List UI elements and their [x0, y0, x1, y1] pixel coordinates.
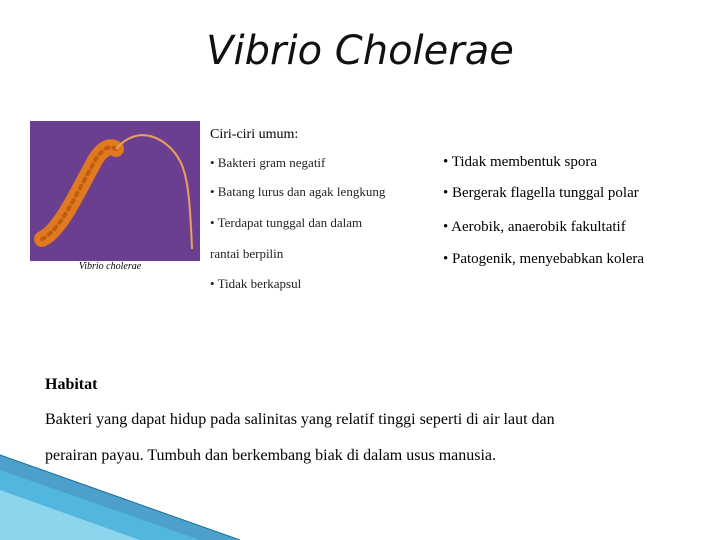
habitat-text: Bakteri yang dapat hidup pada salinitas yang relatif tinggi seperti di air laut dan perairan payau. Tumbuh dan berkembang biak di dalam usus manusia.: [45, 411, 555, 464]
feature-item: • Aerobik, anaerobik fakultatif: [443, 219, 626, 235]
features-heading: Ciri-ciri umum:: [210, 127, 299, 142]
figure-caption: Vibrio cholerae: [78, 261, 142, 272]
habitat-heading: Habitat: [45, 376, 98, 393]
page-title: Vibrio Cholerae: [206, 28, 514, 74]
feature-item: • Patogenik, menyebabkan kolera: [443, 251, 645, 267]
feature-item: • Tidak membentuk spora: [443, 154, 597, 170]
bacterium-figure: [30, 121, 200, 287]
feature-item: • Tidak berkapsul: [210, 276, 302, 291]
feature-item: • Bakteri gram negatif: [210, 155, 326, 170]
feature-item: • Terdapat tunggal dan dalam: [210, 215, 363, 230]
feature-item: • Batang lurus dan agak lengkung: [210, 184, 386, 199]
feature-item: • Bergerak flagella tunggal polar: [443, 185, 639, 201]
feature-item: rantai berpilin: [210, 246, 284, 261]
